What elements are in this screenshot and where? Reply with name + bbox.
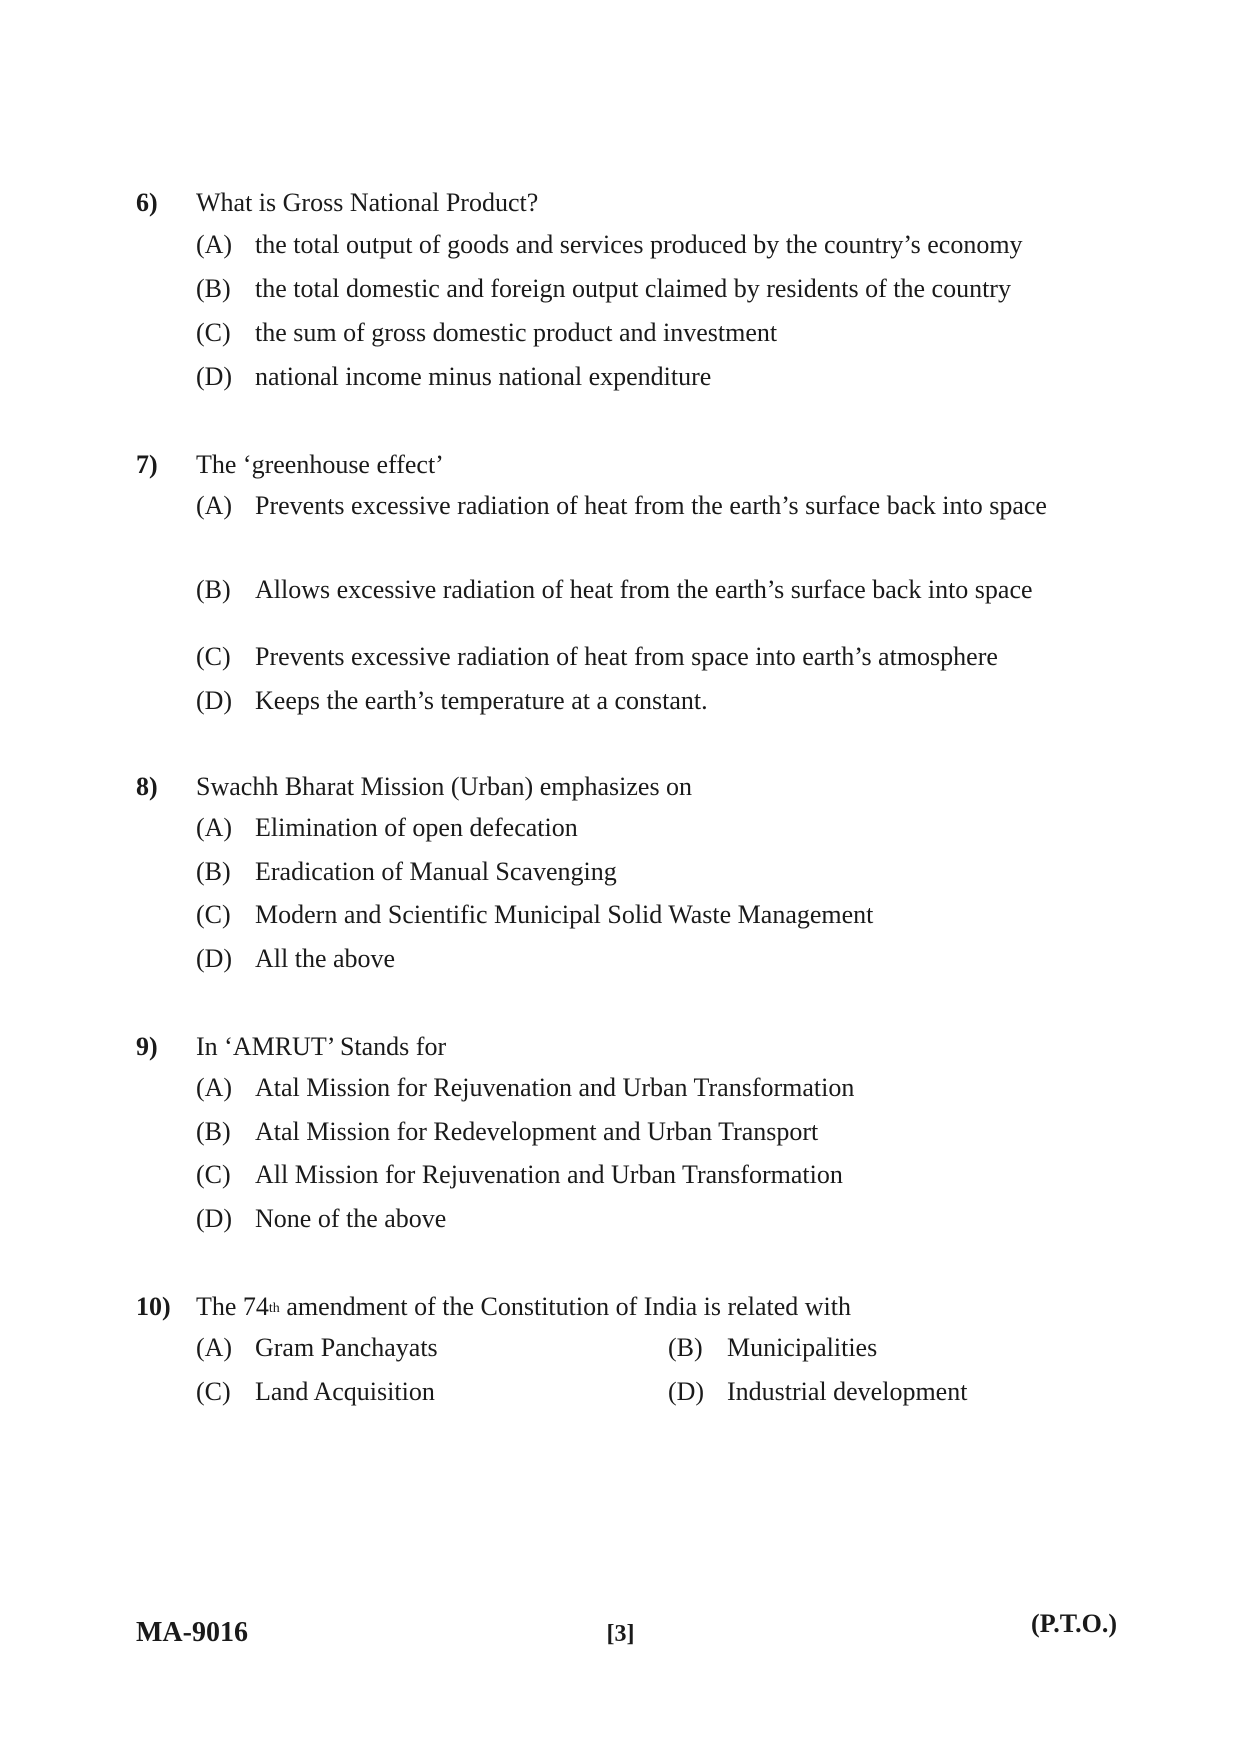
option-letter: (A) [196, 230, 233, 259]
option-a [196, 810, 1086, 845]
option-letter: (B) [196, 857, 231, 886]
option-c [196, 897, 1086, 932]
ordinal-superscript: th [268, 1301, 280, 1316]
option-text: All the above [255, 944, 396, 973]
option-d [668, 1374, 1108, 1409]
question-text-part: The 74 [196, 1292, 269, 1321]
question-number: 10) [136, 1292, 171, 1321]
option-c [196, 1374, 636, 1409]
option-a [196, 227, 1086, 262]
option-text: Allows excessive radiation of heat from the earth’s surface back into space [255, 575, 1033, 604]
option-text: Industrial development [727, 1377, 968, 1406]
option-d [196, 1201, 1086, 1236]
option-letter: (A) [196, 1073, 233, 1102]
question-text: What is Gross National Product? [196, 188, 539, 217]
question-number: 7) [136, 450, 158, 479]
option-letter: (A) [196, 1333, 233, 1362]
option-letter: (D) [196, 944, 233, 973]
option-b [196, 572, 1086, 607]
option-text: national income minus national expenditure [255, 362, 712, 391]
option-text: the sum of gross domestic product and investment [255, 318, 778, 347]
option-letter: (D) [196, 362, 233, 391]
option-text: Atal Mission for Rejuvenation and Urban Transformation [255, 1073, 855, 1102]
option-a [196, 1330, 636, 1365]
question-number: 8) [136, 772, 158, 801]
question-number: 6) [136, 188, 158, 217]
option-letter: (C) [196, 1160, 231, 1189]
question-text-part: amendment of the Constitution of India is related with [279, 1292, 851, 1321]
option-letter: (D) [668, 1377, 705, 1406]
option-c [196, 315, 1086, 350]
option-letter: (C) [196, 900, 231, 929]
option-b [668, 1330, 1108, 1365]
question-text: Swachh Bharat Mission (Urban) emphasizes on [196, 772, 693, 801]
page-number: [3] [606, 1621, 635, 1647]
option-d [196, 941, 1086, 976]
option-a [196, 1070, 1086, 1105]
option-text: Elimination of open defecation [255, 813, 578, 842]
option-text: Atal Mission for Redevelopment and Urban Transport [255, 1117, 819, 1146]
option-text: Eradication of Manual Scavenging [255, 857, 617, 886]
option-c [196, 639, 1086, 674]
option-text: the total output of goods and services produced by the country’s economy [255, 230, 1023, 259]
option-text: Keeps the earth’s temperature at a constant. [255, 686, 708, 715]
option-text: Modern and Scientific Municipal Solid Waste Management [255, 900, 874, 929]
option-c [196, 1157, 1086, 1192]
option-text: Gram Panchayats [255, 1333, 438, 1362]
option-letter: (A) [196, 813, 233, 842]
option-letter: (B) [196, 274, 231, 303]
option-letter: (C) [196, 318, 231, 347]
option-text: the total domestic and foreign output claimed by residents of the country [255, 274, 1011, 303]
question-text [196, 1291, 851, 1323]
option-letter: (A) [196, 491, 233, 520]
option-b [196, 854, 1086, 889]
option-letter: (D) [196, 1204, 233, 1233]
option-a [196, 488, 1086, 523]
option-letter: (B) [196, 575, 231, 604]
option-text: All Mission for Rejuvenation and Urban Transformation [255, 1160, 843, 1189]
option-letter: (C) [196, 1377, 231, 1406]
option-text: Prevents excessive radiation of heat from the earth’s surface back into space [255, 491, 1047, 520]
option-text: Land Acquisition [255, 1377, 435, 1406]
option-text: Prevents excessive radiation of heat from space into earth’s atmosphere [255, 642, 998, 671]
option-letter: (B) [196, 1117, 231, 1146]
option-b [196, 271, 1086, 306]
question-text: The ‘greenhouse effect’ [196, 450, 444, 479]
paper-code: MA-9016 [136, 1617, 248, 1648]
option-letter: (C) [196, 642, 231, 671]
please-turn-over: (P.T.O.) [1031, 1609, 1117, 1638]
option-text: Municipalities [727, 1333, 878, 1362]
question-number: 9) [136, 1032, 158, 1061]
option-text: None of the above [255, 1204, 447, 1233]
option-letter: (D) [196, 686, 233, 715]
option-b [196, 1114, 1086, 1149]
option-d [196, 683, 1086, 718]
option-d [196, 359, 1086, 394]
option-letter: (B) [668, 1333, 703, 1362]
question-text: In ‘AMRUT’ Stands for [196, 1032, 447, 1061]
